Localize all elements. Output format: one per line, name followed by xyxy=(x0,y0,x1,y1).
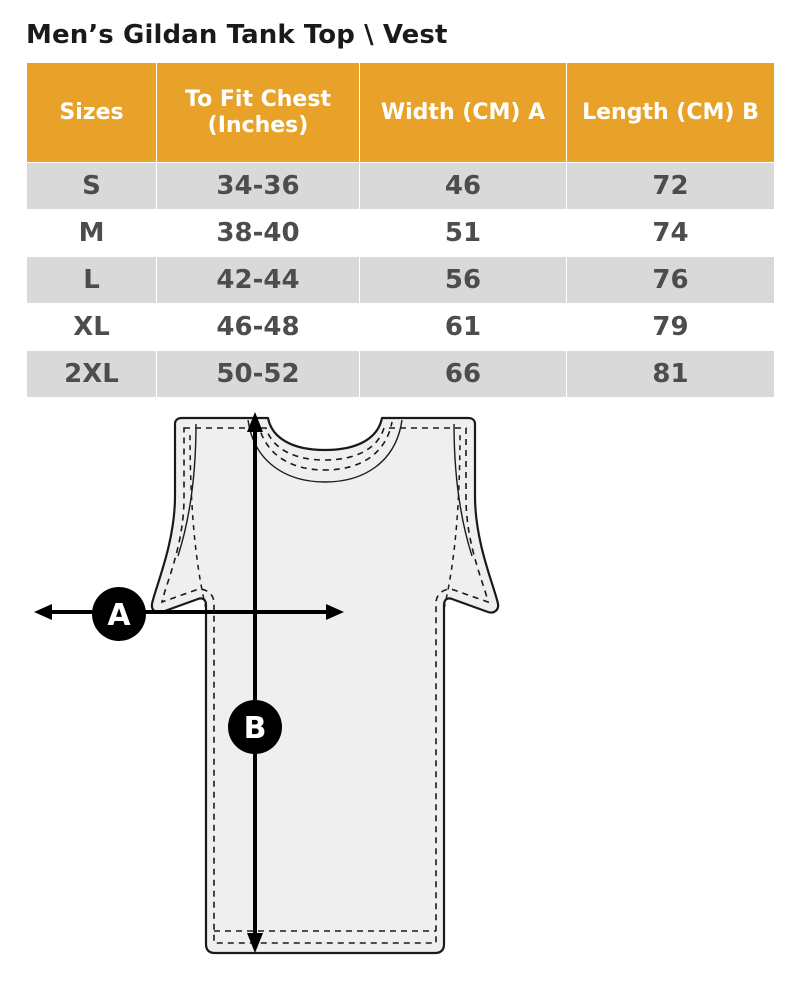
cell-chest: 38-40 xyxy=(157,210,360,257)
cell-width: 56 xyxy=(360,257,567,304)
table-row xyxy=(27,163,775,210)
table-header-row xyxy=(27,63,775,163)
width-marker-label: A xyxy=(107,598,131,633)
column-header-chest: To Fit Chest (Inches) xyxy=(157,63,360,163)
cell-width: 51 xyxy=(360,210,567,257)
table-row xyxy=(27,257,775,304)
cell-size: 2XL xyxy=(27,351,157,398)
cell-width: 66 xyxy=(360,351,567,398)
tank-top-diagram xyxy=(0,404,800,985)
column-header-length: Length (CM) B xyxy=(567,63,775,163)
cell-length: 74 xyxy=(567,210,775,257)
table-row xyxy=(27,210,775,257)
cell-length: 72 xyxy=(567,163,775,210)
cell-length: 76 xyxy=(567,257,775,304)
table-row xyxy=(27,351,775,398)
cell-chest: 50-52 xyxy=(157,351,360,398)
column-header-width: Width (CM) A xyxy=(360,63,567,163)
cell-size: M xyxy=(27,210,157,257)
cell-length: 79 xyxy=(567,304,775,351)
cell-size: S xyxy=(27,163,157,210)
cell-width: 46 xyxy=(360,163,567,210)
table-row xyxy=(27,304,775,351)
cell-size: L xyxy=(27,257,157,304)
cell-chest: 34-36 xyxy=(157,163,360,210)
cell-width: 61 xyxy=(360,304,567,351)
length-marker-badge xyxy=(228,700,282,754)
cell-size: XL xyxy=(27,304,157,351)
column-header-sizes: Sizes xyxy=(27,63,157,163)
size-table xyxy=(26,62,775,398)
cell-length: 81 xyxy=(567,351,775,398)
length-marker-label: B xyxy=(243,711,267,746)
cell-chest: 46-48 xyxy=(157,304,360,351)
page-title: Men’s Gildan Tank Top \ Vest xyxy=(26,20,448,50)
table-body xyxy=(27,163,775,398)
cell-chest: 42-44 xyxy=(157,257,360,304)
tank-top-icon xyxy=(152,418,498,953)
width-marker-badge xyxy=(92,587,146,641)
table-header xyxy=(27,63,775,163)
